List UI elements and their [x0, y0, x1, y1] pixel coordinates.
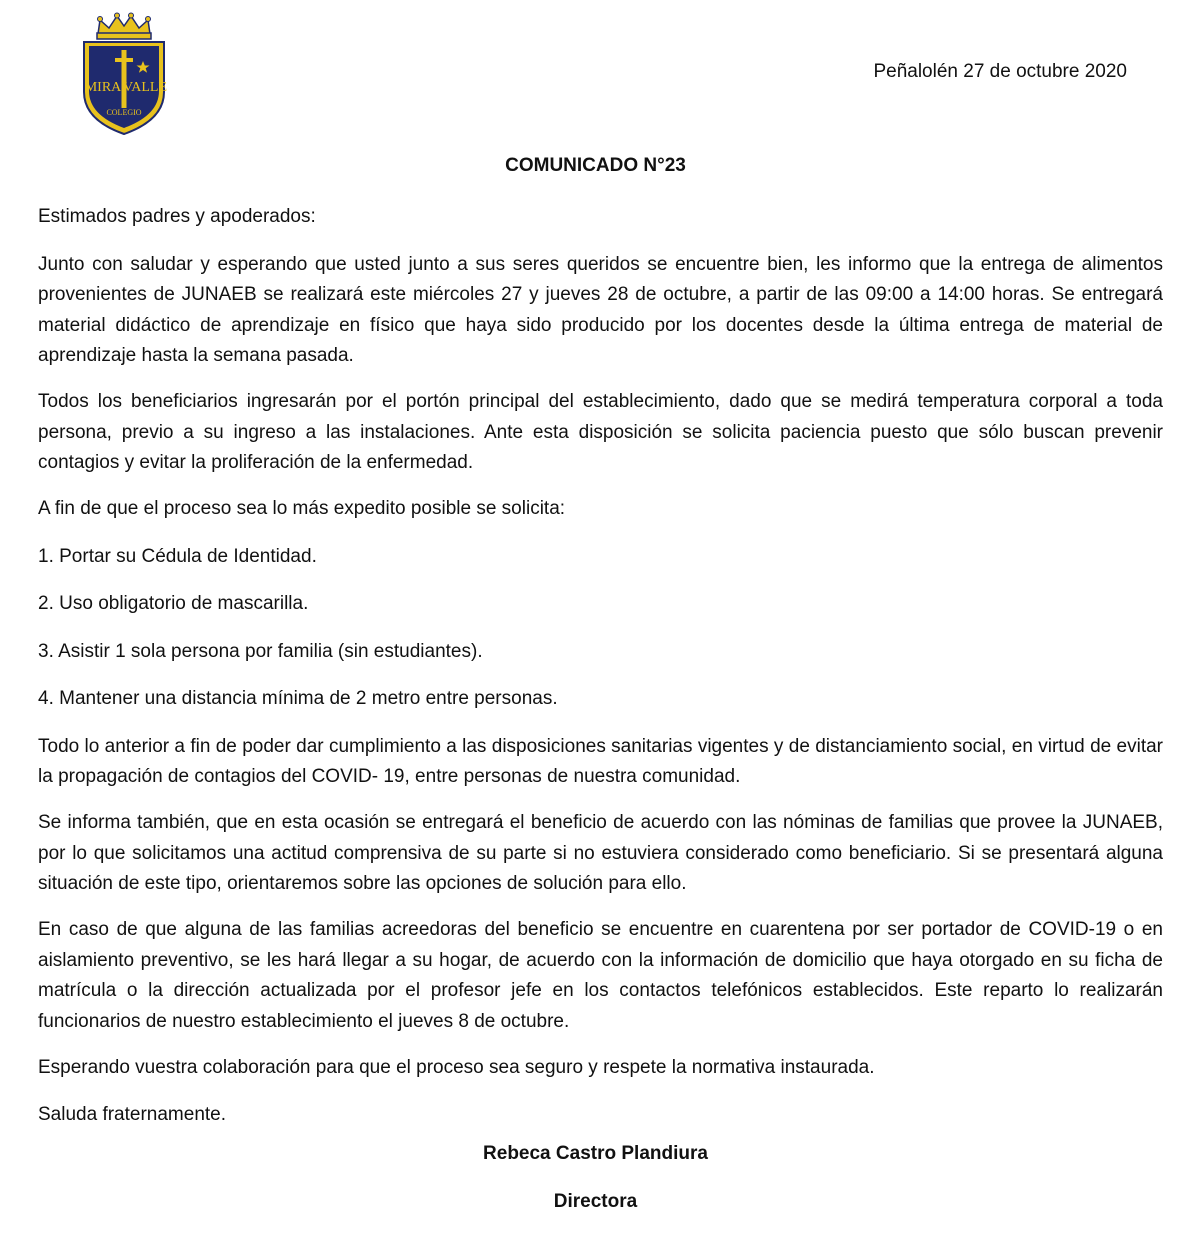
salutation: Estimados padres y apoderados:: [38, 206, 316, 227]
signature-role: Directora: [553, 1191, 638, 1212]
paragraph: Todos los beneficiarios ingresarán por el portón principal del establecimiento, dado que se medirá temperatura corporal a toda persona, previo a su ingreso a las instalaciones. Ante esta disposición se solicita paciencia puesto que sólo buscan prevenir contagios y evitar la proliferación de la enfermedad.: [38, 391, 1163, 473]
list-item: 4. Mantener una distancia mínima de 2 metro entre personas.: [38, 688, 558, 709]
signature-name: Rebeca Castro Plandiura: [483, 1143, 708, 1164]
list-item: 1. Portar su Cédula de Identidad.: [38, 545, 317, 567]
school-crest-logo: [78, 12, 170, 136]
paragraph: Se informa también, que en esta ocasión se entregará el beneficio de acuerdo con las nóminas de familias que provee la JUNAEB, por lo que solicitamos una actitud comprensiva de su parte si no estuviera considerado como beneficiario. Si se presentará alguna situación de este tipo, orientaremos sobre las opciones de solución para ello.: [38, 812, 1163, 894]
logo-text-valle: VALLE: [122, 80, 168, 95]
crown-icon: [97, 13, 151, 39]
document-title: COMUNICADO N°23: [505, 155, 686, 176]
paragraph: Todo lo anterior a fin de poder dar cumplimiento a las disposiciones sanitarias vigentes y de distanciamiento social, en virtud de evitar la propagación de contagios del COVID- 19, entre personas de nuestra comunidad.: [38, 735, 1163, 787]
paragraph: Junto con saludar y esperando que usted junto a sus seres queridos se encuentre bien, les informo que la entrega de alimentos provenientes de JUNAEB se realizará este miércoles 27 y jueves 28 de octubre, a partir de las 09:00 a 14:00 horas. Se entregará material didáctico de aprendizaje en físico que haya sido producido por los docentes desde la última entrega de material de aprendizaje hasta la semana pasada.: [38, 253, 1163, 366]
letter-body: [38, 202, 1163, 1148]
paragraph: En caso de que alguna de las familias acreedoras del beneficio se encuentre en cuarentena por ser portador de COVID-19 o en aislamiento preventivo, se les hará llegar a su hogar, de acuerdo con la información de domicilio que haya otorgado en su ficha de matrícula o la dirección actualizada por el profesor jefe en los contactos telefónicos establecidos. Este reparto lo realizarán funcionarios de nuestro establecimiento el jueves 8 de octubre.: [38, 919, 1163, 1032]
logo-text-colegio: COLEGIO: [106, 108, 142, 117]
paragraph: Esperando vuestra colaboración para que el proceso sea seguro y respete la normativa instaurada.: [38, 1056, 875, 1078]
logo-text-mira: MIRA: [84, 80, 122, 95]
list-item: 2. Uso obligatorio de mascarilla.: [38, 593, 309, 614]
list-item: 3. Asistir 1 sola persona por familia (sin estudiantes).: [38, 640, 483, 662]
paragraph: A fin de que el proceso sea lo más expedito posible se solicita:: [38, 498, 566, 519]
closing: Saluda fraternamente.: [38, 1104, 227, 1125]
letter-date: Peñalolén 27 de octubre 2020: [873, 61, 1127, 82]
